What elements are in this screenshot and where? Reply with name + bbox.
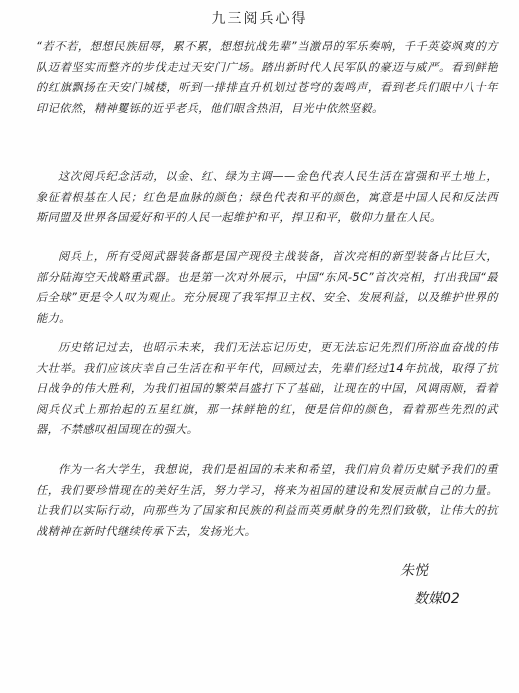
essay-paragraph-4: 历史铭记过去，也昭示未来，我们无法忘记历史，更无法忘记先烈们所浴血奋战的伟大壮举。我们应该庆幸自己生活在和平年代，回顾过去，先辈们经过14年抗战，取得了抗日战争的伟大胜利，为我们祖国的繁荣昌盛打下了基础，让现在的中国，风调雨顺，看着阅兵仪式上那抬起的五星红旗，那一抹鲜艳的红，便是信仰的颜色，看着那些先烈的武器，不禁感叹祖国现在的强大。 [36,341,498,436]
essay-paragraph-3: 阅兵上，所有受阅武器装备都是国产现役主战装备，首次亮相的新型装备占比巨大，部分陆海空天战略重武器。也是第一次对外展示，中国“东风-5C”首次亮相，打出我国“最后全球”更是令人叹为观止。充分展现了我军捍卫主权、安全、发展利益，以及维护世界的能力。 [36,250,498,325]
essay-paragraph-5: 作为一名大学生，我想说，我们是祖国的未来和希望，我们肩负着历史赋予我们的重任，我们要珍惜现在的美好生活，努力学习，将来为祖国的建设和发展贡献自己的力量。让我们以实际行动，向那些为了国家和民族的利益而英勇献身的先烈们致敬，让伟大的抗战精神在新时代继续传承下去，发扬光大。 [36,463,498,538]
signature-class: 数媒02 [414,591,460,607]
essay-paragraph-2: 这次阅兵纪念活动，以金、红、绿为主调——金色代表人民生活在富强和平土地上，象征着根基在人民；红色是血脉的颜色；绿色代表和平的颜色，寓意是中国人民和反法西斯同盟及世界各国爱好和平的人民一起维护和平，捍卫和平，敬仰力量在人民。 [36,170,498,224]
essay-title: 九三阅兵心得 [211,11,308,27]
essay-paragraph-1: “若不若，想想民族屈辱，累不累，想想抗战先辈”当激昂的军乐奏响，千千英姿飒爽的方队迈着坚实而整齐的步伐走过天安门广场。踏出新时代人民军队的豪迈与威严。看到鲜艳的红旗飘扬在天安门城楼，听到一排排直升机划过苍穹的轰鸣声，看到老兵们眼中八十年印记依然，精神矍铄的近乎老兵，他们眼含热泪，目光中依然坚毅。 [36,40,498,115]
signature-name: 朱悦 [400,563,428,579]
